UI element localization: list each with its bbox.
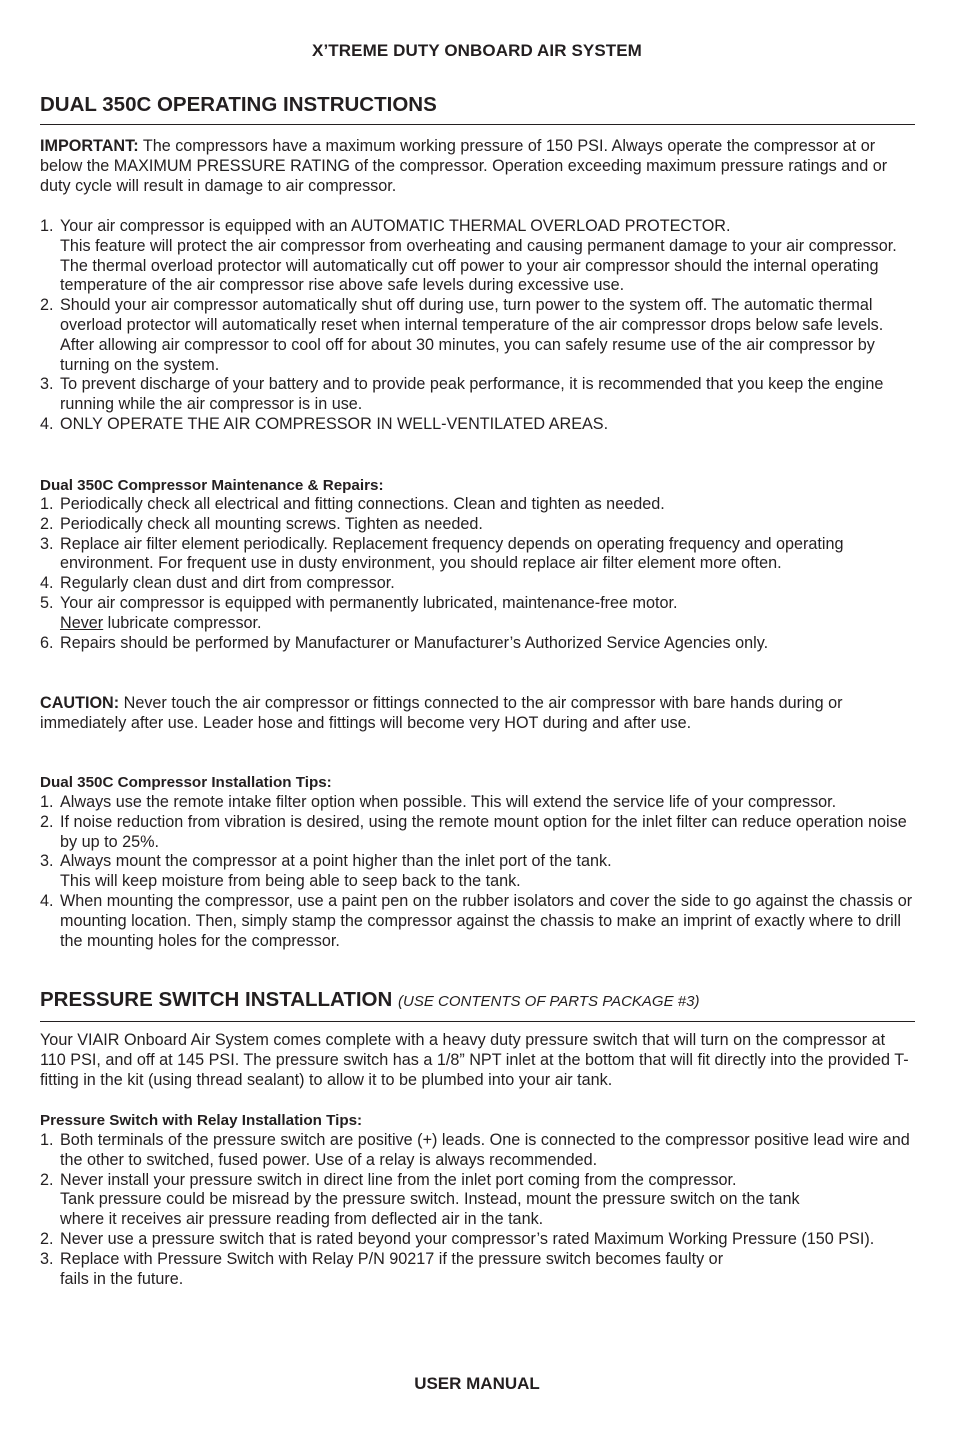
maintenance-list (40, 495, 915, 653)
item-text: Always use the remote intake filter option when possible. This will extend the service life of your compressor. (60, 793, 837, 811)
list-item (40, 813, 920, 853)
item-text: Replace air filter element periodically. Replacement frequency depends on operating frequency and operating environment. For frequent use in dusty environment, you should replace air filter element more often. (60, 534, 844, 573)
item-number: 3. (40, 375, 54, 394)
item-text: Your air compressor is equipped with permanently lubricated, maintenance-free motor. (60, 593, 678, 612)
caution-paragraph (40, 694, 915, 734)
important-label: IMPORTANT: (40, 137, 139, 155)
item-number: 2. (40, 296, 54, 315)
installation-list (40, 793, 920, 951)
pressure-switch-title: PRESSURE SWITCH INSTALLATION (40, 988, 393, 1011)
item-text: Both terminals of the pressure switch are positive (+) leads. One is connected to the compressor positive lead wire and the other to switched, fused power. Use of a relay is always recommended. (60, 1131, 910, 1169)
item-text: Always mount the compressor at a point higher than the inlet port of the tank. (60, 852, 612, 871)
item-text: If noise reduction from vibration is desired, using the remote mount option for the inlet filter can reduce operation noise by up to 25%. (60, 812, 907, 851)
item-text: Should your air compressor automatically shut off during use, turn power to the system off. The automatic thermal overload protector will automatically reset when internal temperature of the air compressor drops below safe levels. After allowing air compressor to cool off for about 30 minutes, you can safely resume use of the air compressor by turning on the system. (60, 296, 884, 374)
item-number: 3. (40, 1249, 54, 1268)
list-item (40, 375, 915, 415)
item-text: Periodically check all electrical and fitting connections. Clean and tighten as needed. (60, 495, 665, 513)
list-item (40, 793, 920, 813)
item-number: 1. (40, 217, 54, 235)
item-number: 2. (40, 514, 54, 533)
list-item (40, 1131, 915, 1171)
list-item (40, 515, 915, 535)
parts-package-note: (USE CONTENTS OF PARTS PACKAGE #3) (398, 993, 700, 1010)
important-text: The compressors have a maximum working pressure of 150 PSI. Always operate the compressor at or below the MAXIMUM PRESSURE RATING of the compressor. Operation exceeding maximum pressure ratings and or duty cycle will result in damage to air compressor. (40, 137, 888, 195)
relay-tips-list (40, 1131, 915, 1289)
caution-text: Never touch the air compressor or fittings connected to the air compressor with bare hands during or immediately after use. Leader hose and fittings will become very HOT during and after use. (40, 694, 843, 732)
important-paragraph (40, 137, 915, 196)
item-number: 2. (40, 812, 54, 831)
list-item (40, 535, 915, 575)
pressure-switch-intro: Your VIAIR Onboard Air System comes complete with a heavy duty pressure switch that will turn on the compressor at 110 PSI, and off at 145 PSI. The pressure switch has a 1/8” NPT inlet at the bottom that will fit directly into the provided T-fitting in the kit (using thread sealant) to allow it to be plumbed into your air tank. (40, 1031, 909, 1089)
list-item (40, 634, 915, 654)
item-number: 1. (40, 495, 54, 513)
item-number: 3. (40, 852, 54, 871)
section-heading-pressure-switch (40, 988, 915, 1022)
item-number: 3. (40, 534, 54, 553)
item-text-continued: This feature will protect the air compressor from overheating and causing permanent damage to your air compressor. The thermal overload protector will automatically cut off power to your air compressor should the internal operating temperature of the air compressor rise above safe levels during excessive use. (60, 236, 897, 295)
list-item (40, 594, 915, 634)
operating-list (40, 217, 915, 435)
item-text-continued: This will keep moisture from being able to seep back to the tank. (60, 872, 521, 891)
item-text: Regularly clean dust and dirt from compressor. (60, 574, 395, 593)
item-text: ONLY OPERATE THE AIR COMPRESSOR IN WELL-VENTILATED AREAS. (60, 414, 609, 433)
list-item (40, 1171, 915, 1230)
item-text-continued: fails in the future. (60, 1269, 184, 1288)
relay-tips-heading: Pressure Switch with Relay Installation Tips: (40, 1112, 363, 1129)
list-item (40, 574, 915, 594)
maintenance-heading: Dual 350C Compressor Maintenance & Repairs: (40, 477, 384, 494)
item-number: 4. (40, 574, 54, 593)
list-item (40, 892, 920, 951)
footer-label: USER MANUAL (414, 1374, 540, 1393)
section-heading-operating: DUAL 350C OPERATING INSTRUCTIONS (40, 93, 915, 125)
item-number: 4. (40, 891, 54, 910)
running-title: X’TREME DUTY ONBOARD AIR SYSTEM (312, 41, 642, 60)
never-emphasis: Never (60, 613, 104, 632)
item-text: Your air compressor is equipped with an AUTOMATIC THERMAL OVERLOAD PROTECTOR. (60, 217, 731, 235)
item-text: Periodically check all mounting screws. Tighten as needed. (60, 514, 483, 533)
item-number: 2. (40, 1170, 54, 1189)
item-number: 6. (40, 633, 54, 652)
list-item (40, 1250, 915, 1290)
installation-heading: Dual 350C Compressor Installation Tips: (40, 774, 332, 791)
list-item (40, 296, 915, 375)
item-number: 5. (40, 593, 54, 612)
item-text: Replace with Pressure Switch with Relay P/N 90217 if the pressure switch becomes faulty or (60, 1249, 724, 1268)
item-number: 2. (40, 1229, 54, 1248)
item-text-continued: Tank pressure could be misread by the pressure switch. Instead, mount the pressure switch on the tank where it receives air pressure reading from deflected air in the tank. (60, 1190, 800, 1229)
item-number: 1. (40, 793, 54, 811)
list-item (40, 495, 915, 515)
caution-label: CAUTION: (40, 694, 120, 712)
list-item (40, 415, 915, 435)
item-text: To prevent discharge of your battery and to provide peak performance, it is recommended that you keep the engine running while the air compressor is in use. (60, 375, 884, 414)
item-number: 1. (40, 1131, 54, 1149)
item-text: Repairs should be performed by Manufacturer or Manufacturer’s Authorized Service Agencies only. (60, 633, 769, 652)
item-text-continued: lubricate compressor. (103, 613, 262, 632)
item-number: 4. (40, 414, 54, 433)
list-item (40, 217, 915, 296)
list-item (40, 1230, 915, 1250)
item-text: Never use a pressure switch that is rated beyond your compressor’s rated Maximum Working Pressure (150 PSI). (60, 1229, 875, 1248)
item-text: When mounting the compressor, use a paint pen on the rubber isolators and cover the side to go against the chassis or mounting location. Then, simply stamp the compressor against the chassis to make an imprint of exactly where to drill the mounting holes for the compressor. (60, 891, 913, 950)
list-item (40, 852, 920, 892)
item-text: Never install your pressure switch in direct line from the inlet port coming from the compressor. (60, 1170, 737, 1189)
